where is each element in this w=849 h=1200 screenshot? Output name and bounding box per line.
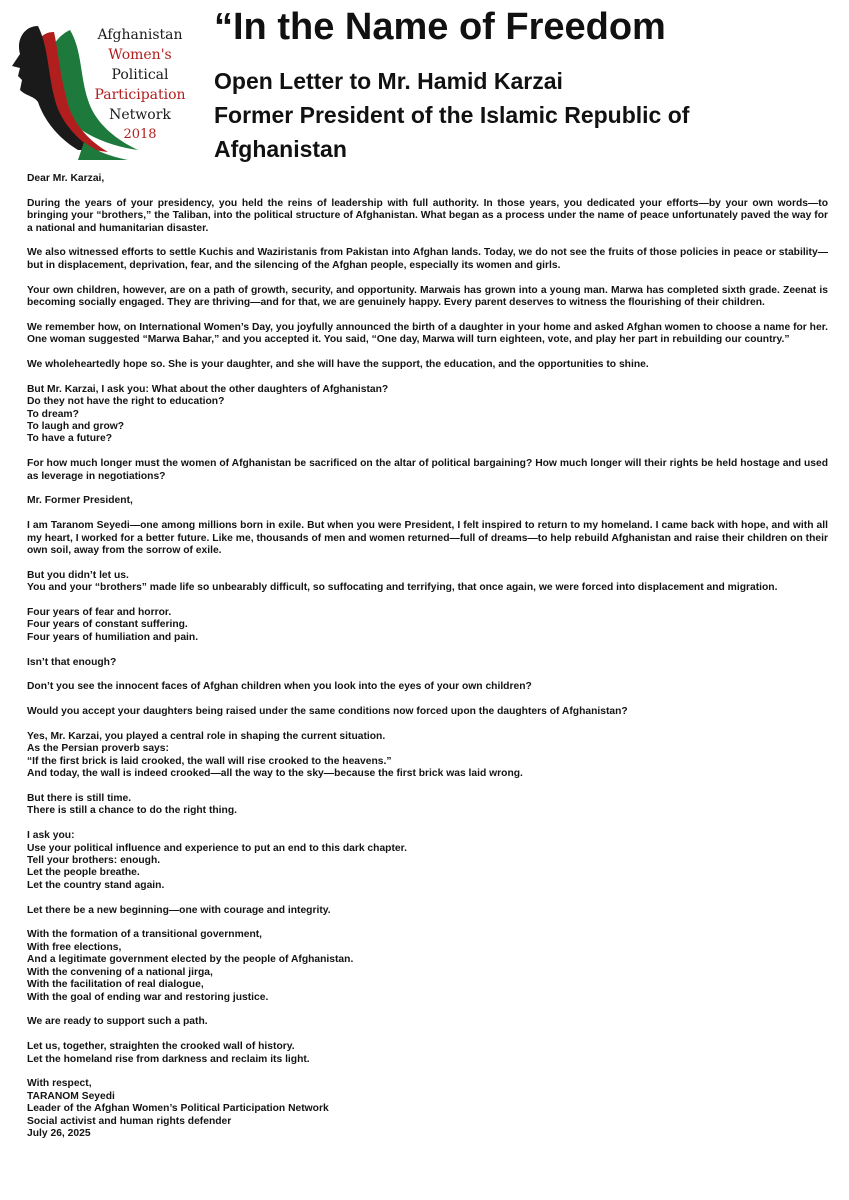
network-logo [8,10,188,160]
letter-body [27,173,828,1153]
question-line: To have a future? [27,433,113,445]
logo-line: Network [109,107,171,123]
paragraph: Isn’t that enough? [27,656,117,668]
text-line: But there is still time. [27,793,132,805]
logo-text [86,25,194,145]
text-line: Use your political influence and experience to put an end to this dark chapter. [27,842,407,854]
signature-line: Social activist and human rights defender [27,1115,232,1127]
paragraph: Would you accept your daughters being raised under the same conditions now forced upon the daughters of Afghanistan? [27,706,628,718]
text-line: With free elections, [27,941,122,953]
text-line: Four years of humiliation and pain. [27,631,199,643]
logo-line: 2018 [123,127,157,142]
signature-name: TARANOM Seyedi [27,1090,115,1102]
signature-line: With respect, [27,1078,92,1090]
question-line: Do they not have the right to education? [27,396,225,408]
page-title: “In the Name of Freedom [214,6,666,48]
logo-line: Women's [108,47,172,63]
paragraph: Let there be a new beginning—one with courage and integrity. [27,904,331,916]
logo-line: Afghanistan [97,27,183,43]
question-line: To dream? [27,408,79,420]
logo-line: Political [111,67,169,83]
paragraph: Your own children, however, are on a path of growth, security, and opportunity. Marwais has grown into a young man. Marwa has completed sixth grade. Zeenat is becoming socially engaged. They are thriving—and for that, we are genuinely happy. Every parent deserves to witness the flourishing of their children. [27,284,828,309]
greeting: Dear Mr. Karzai, [27,173,105,184]
question-line: But Mr. Karzai, I ask you: What about the other daughters of Afghanistan? [27,383,389,395]
text-line: Four years of constant suffering. [27,619,188,631]
signature-line: Leader of the Afghan Women’s Political Participation Network [27,1103,329,1115]
text-line: I ask you: [27,830,75,842]
years-block [27,607,828,644]
paragraph: We wholeheartedly hope so. She is your daughter, and she will have the support, the education, and the opportunities to shine. [27,359,649,371]
text-line: As the Persian proverb says: [27,743,169,755]
proverb-block [27,731,828,781]
paragraph: We are ready to support such a path. [27,1016,208,1028]
text-line: There is still a chance to do the right thing. [27,805,237,817]
text-line: With the facilitation of real dialogue, [27,979,204,991]
text-line: Four years of fear and horror. [27,607,172,619]
closing-block [27,1041,828,1066]
address: Mr. Former President, [27,495,133,507]
text-line: Tell your brothers: enough. [27,855,161,867]
paragraph-block [27,570,828,595]
text-line: But you didn’t let us. [27,569,129,581]
paragraph: We also witnessed efforts to settle Kuchis and Waziristanis from Pakistan into Afghan lands. Today, we do not see the fruits of those policies in peace or stability—but in displacement, deprivation, fear, and the silencing of the Afghan people, especially its women and girls. [27,247,828,271]
text-line: And a legitimate government elected by the people of Afghanistan. [27,954,354,966]
text-line: Let us, together, straighten the crooked wall of history. [27,1041,295,1053]
signature-block [27,1078,828,1140]
text-line: And today, the wall is indeed crooked—all the way to the sky—because the first brick was laid wrong. [27,768,523,780]
paragraph: We remember how, on International Women’s Day, you joyfully announced the birth of a daughter in your home and asked Afghan women to choose a name for her. One woman suggested “Marwa Bahar,” and you accepted it. You said, “One day, Marwa will turn eighteen, vote, and play her part in rebuilding our country.” [27,321,828,346]
text-line: With the formation of a transitional government, [27,929,263,941]
time-block [27,793,828,818]
ask-block [27,830,828,892]
text-line: You and your “brothers” made life so unbearably difficult, so suffocating and terrifying, that once again, we were forced into displacement and migration. [27,582,778,594]
subtitle-line: Former President of the Islamic Republic of [214,102,690,128]
paragraph: I am Taranom Seyedi—one among millions born in exile. But when you were President, I felt inspired to return to my homeland. I came back with hope, and with all my heart, I worked for a better future. Like me, thousands of men and women returned—full of dreams—to help rebuild Afghanistan and raise their children on their own soil, away from the sorrow of exile. [27,520,828,557]
subtitle-line: Open Letter to Mr. Hamid Karzai [214,68,563,94]
text-line: Let the country stand again. [27,879,165,891]
text-line: Let the homeland rise from darkness and reclaim its light. [27,1053,310,1065]
text-line: “If the first brick is laid crooked, the wall will rise crooked to the heavens.” [27,755,392,767]
page-subtitle [214,64,834,166]
subtitle-line: Afghanistan [214,136,347,162]
path-block [27,929,828,1003]
paragraph: For how much longer must the women of Afghanistan be sacrificed on the altar of political bargaining? How much longer will their rights be held hostage and used as leverage in negotiations? [27,458,828,482]
text-line: With the convening of a national jirga, [27,966,213,978]
paragraph: Don’t you see the innocent faces of Afghan children when you look into the eyes of your own children? [27,681,532,693]
questions-block [27,384,828,446]
logo-line: Participation [94,87,186,103]
text-line: Yes, Mr. Karzai, you played a central role in shaping the current situation. [27,731,386,743]
text-line: With the goal of ending war and restoring justice. [27,991,269,1003]
text-line: Let the people breathe. [27,867,140,879]
question-line: To laugh and grow? [27,421,125,433]
paragraph: During the years of your presidency, you held the reins of leadership with full authority. In those years, you dedicated your efforts—by your own words—to bringing your “brothers,” the Taliban, into the political structure of Afghanistan. What began as a process under the name of peace unfortunately paved the way for a national and humanitarian disaster. [27,197,828,234]
letter-date: July 26, 2025 [27,1127,91,1139]
